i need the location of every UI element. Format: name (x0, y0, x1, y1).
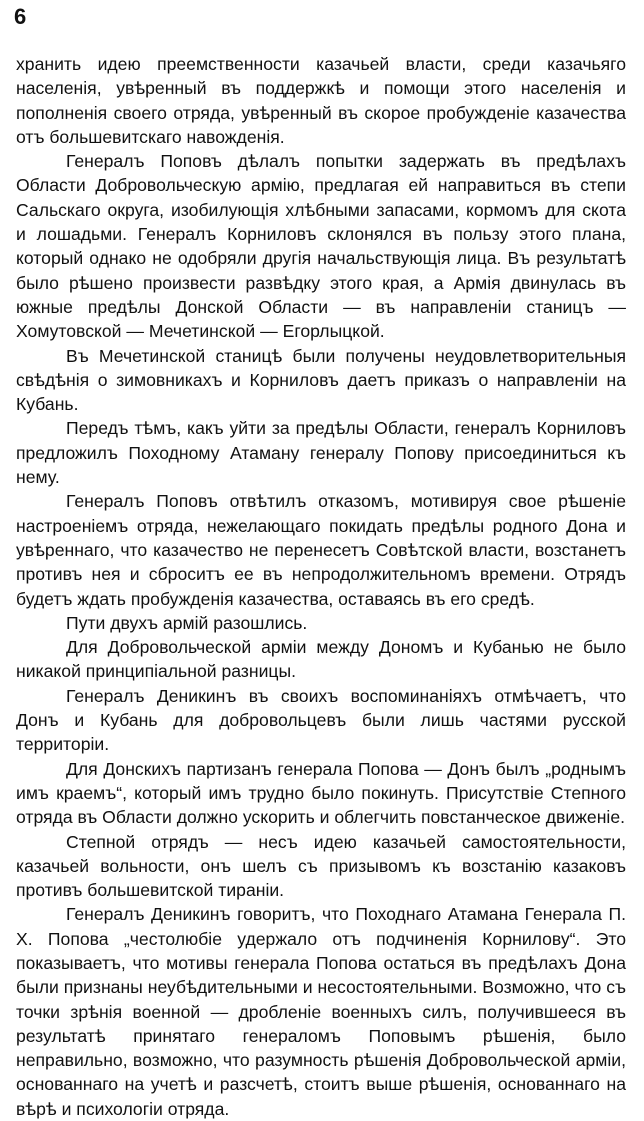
paragraph-1: хранить идею преемственности казачьей власти, среди казачьяго населенія, увѣренный въ поддержкѣ и помощи этого населенія и пополненія своего отряда, увѣренный въ скорое пробужденіе казачества отъ большевитскаго навожденія. (16, 54, 626, 147)
paragraph-6: Пути двухъ армій разошлись. (66, 612, 308, 633)
page-number: 6 (14, 4, 27, 29)
paragraph-10: Степной отрядъ — несъ идею казачьей самостоятельности, казачьей вольности, онъ шелъ съ призывомъ къ возстанію казаковъ противъ большевитской тираніи. (16, 831, 626, 901)
paragraph-5: Генералъ Поповъ отвѣтилъ отказомъ, мотивируя свое рѣшеніе настроеніемъ отряда, нежелающаго покидать предѣлы родного Дона и увѣреннаго, что казачество не перенесетъ Совѣтской власти, возстанетъ противъ нея и сброситъ ее въ непродолжительномъ времени. Отрядъ будетъ ждать пробужденія казачества, оставаясь въ его средѣ. (16, 491, 626, 609)
paragraph-7: Для Добровольческой арміи между Дономъ и Кубанью не было никакой принципіальной разницы. (16, 637, 626, 682)
text-body (16, 52, 626, 1121)
paragraph-2: Генералъ Поповъ дѣлалъ попытки задержать въ предѣлахъ Области Добровольческую армію, предлагая ей направиться въ степи Сальскаго округа, изобилующія хлѣбными запасами, кормомъ для скота и лошадьми. Генералъ Корниловъ склонялся въ пользу этого плана, который однако не одобряли другія начальствующія лица. Въ результатѣ было рѣшено произвести развѣдку этого края, а Армія двинулась въ южные предѣлы Донской Области — въ направленіи станицъ — Хомутовской — Мечетинской — Егорлыцкой. (16, 151, 626, 342)
paragraph-11: Генералъ Деникинъ говоритъ, что Походнаго Атамана Генерала П. Х. Попова „честолюбіе удержало отъ подчиненія Корнилову“. Это показываетъ, что мотивы генерала Попова остаться въ предѣлахъ Дона были признаны неубѣдительными и несостоятельными. Возможно, что съ точки зрѣнія военной — дробленіе военныхъ силъ, получившееся въ результатѣ принятаго генераломъ Поповымъ рѣшенія, было неправильно, возможно, что разумность рѣшенія Добровольческой арміи, основаннаго на учетѣ и разсчетѣ, стоитъ выше рѣшенія, основаннаго на вѣрѣ и психологіи отряда. (16, 904, 626, 1119)
paragraph-9: Для Донскихъ партизанъ генерала Попова — Донъ былъ „роднымъ имъ краемъ“, который имъ трудно было покинуть. Присутствіе Степного отряда въ Области должно ускорить и облегчить повстанческое движеніе. (16, 758, 626, 828)
paragraph-3: Въ Мечетинской станицѣ были получены неудовлетворительныя свѣдѣнія о зимовникахъ и Корниловъ даетъ приказъ о направленіи на Кубань. (16, 345, 626, 415)
paragraph-4: Передъ тѣмъ, какъ уйти за предѣлы Области, генералъ Корниловъ предложилъ Походному Атаману генералу Попову присоединиться къ нему. (16, 418, 626, 488)
paragraph-8: Генералъ Деникинъ въ своихъ воспоминаніяхъ отмѣчаетъ, что Донъ и Кубань для добровольцевъ были лишь частями русской территоріи. (16, 685, 626, 755)
